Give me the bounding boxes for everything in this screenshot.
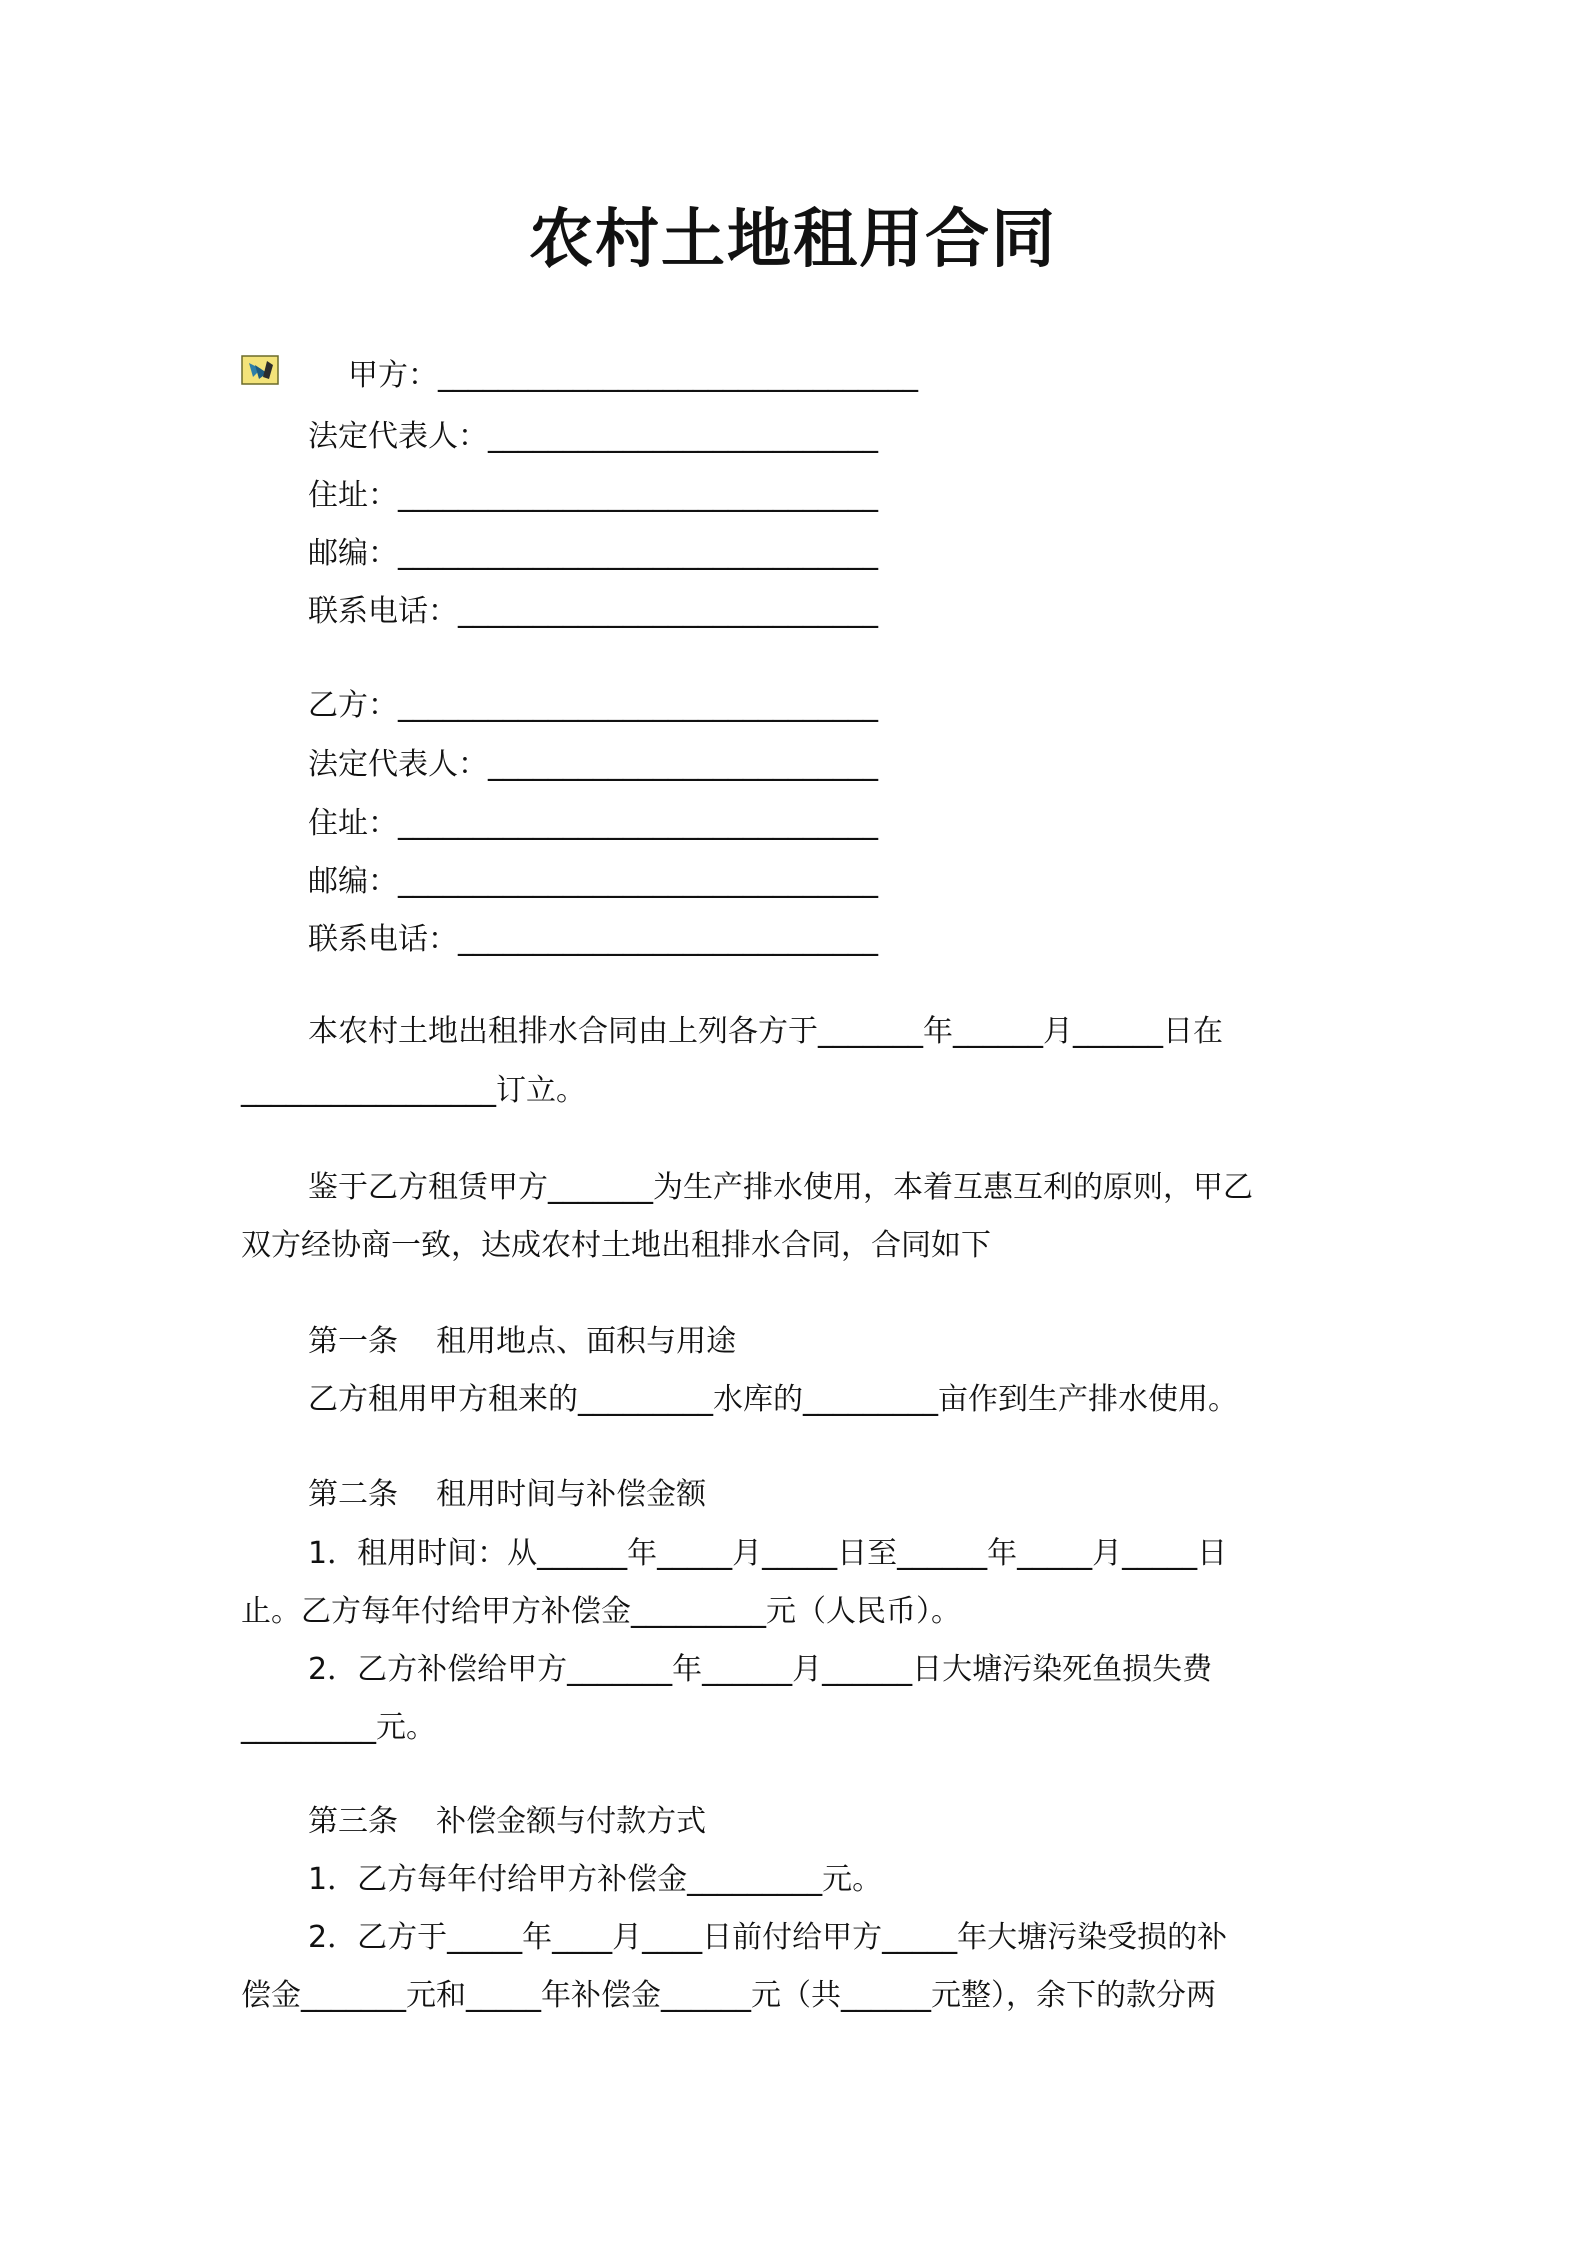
intro-line-1: 本农村土地出租排水合同由上列各方于_______年______月______日在	[308, 1014, 1223, 1049]
party-a-phone: 联系电话：____________________________	[308, 594, 878, 629]
party-b-name: 乙方：________________________________	[308, 688, 878, 723]
preamble-line-2: 双方经协商一致，达成农村土地出租排水合同，合同如下	[241, 1228, 991, 1263]
article-2-item-1-line-2: 止。乙方每年付给甲方补偿金_________元（人民币）。	[241, 1594, 961, 1629]
party-b-legal-rep: 法定代表人：__________________________	[308, 747, 878, 782]
article-3-item-2-line-1: 2．乙方于_____年____月____日前付给甲方_____年大塘污染受损的补	[308, 1920, 1228, 1955]
article-3-item-2-line-2: 偿金_______元和_____年补偿金______元（共______元整），余下的款分两	[241, 1978, 1216, 2013]
article-1-heading: 第一条 租用地点、面积与用途	[308, 1324, 737, 1359]
document-icon[interactable]	[241, 355, 279, 385]
article-3-heading: 第三条 补偿金额与付款方式	[308, 1804, 707, 1839]
article-2-item-2-line-1: 2．乙方补偿给甲方_______年______月______日大塘污染死鱼损失费	[308, 1652, 1213, 1687]
preamble-line-1: 鉴于乙方租赁甲方_______为生产排水使用，本着互惠互利的原则，甲乙	[308, 1170, 1253, 1205]
article-1-line-1: 乙方租用甲方租来的_________水库的_________亩作到生产排水使用。	[308, 1382, 1238, 1417]
page-title: 农村土地租用合同	[529, 203, 1057, 277]
party-a-legal-rep: 法定代表人：__________________________	[308, 419, 878, 454]
party-a-address: 住址：________________________________	[308, 478, 878, 513]
article-2-item-1-line-1: 1．租用时间：从______年_____月_____日至______年_____月_____日	[308, 1536, 1228, 1571]
party-a-postcode: 邮编：________________________________	[308, 536, 878, 571]
intro-line-2: _________________订立。	[241, 1073, 586, 1108]
article-2-item-2-line-2: _________元。	[241, 1710, 436, 1745]
article-3-item-1: 1．乙方每年付给甲方补偿金_________元。	[308, 1862, 883, 1897]
party-b-phone: 联系电话：____________________________	[308, 922, 878, 957]
party-b-postcode: 邮编：________________________________	[308, 864, 878, 899]
party-a-name: 甲方：________________________________	[348, 358, 918, 393]
article-2-heading: 第二条 租用时间与补偿金额	[308, 1477, 707, 1512]
party-b-address: 住址：________________________________	[308, 806, 878, 841]
